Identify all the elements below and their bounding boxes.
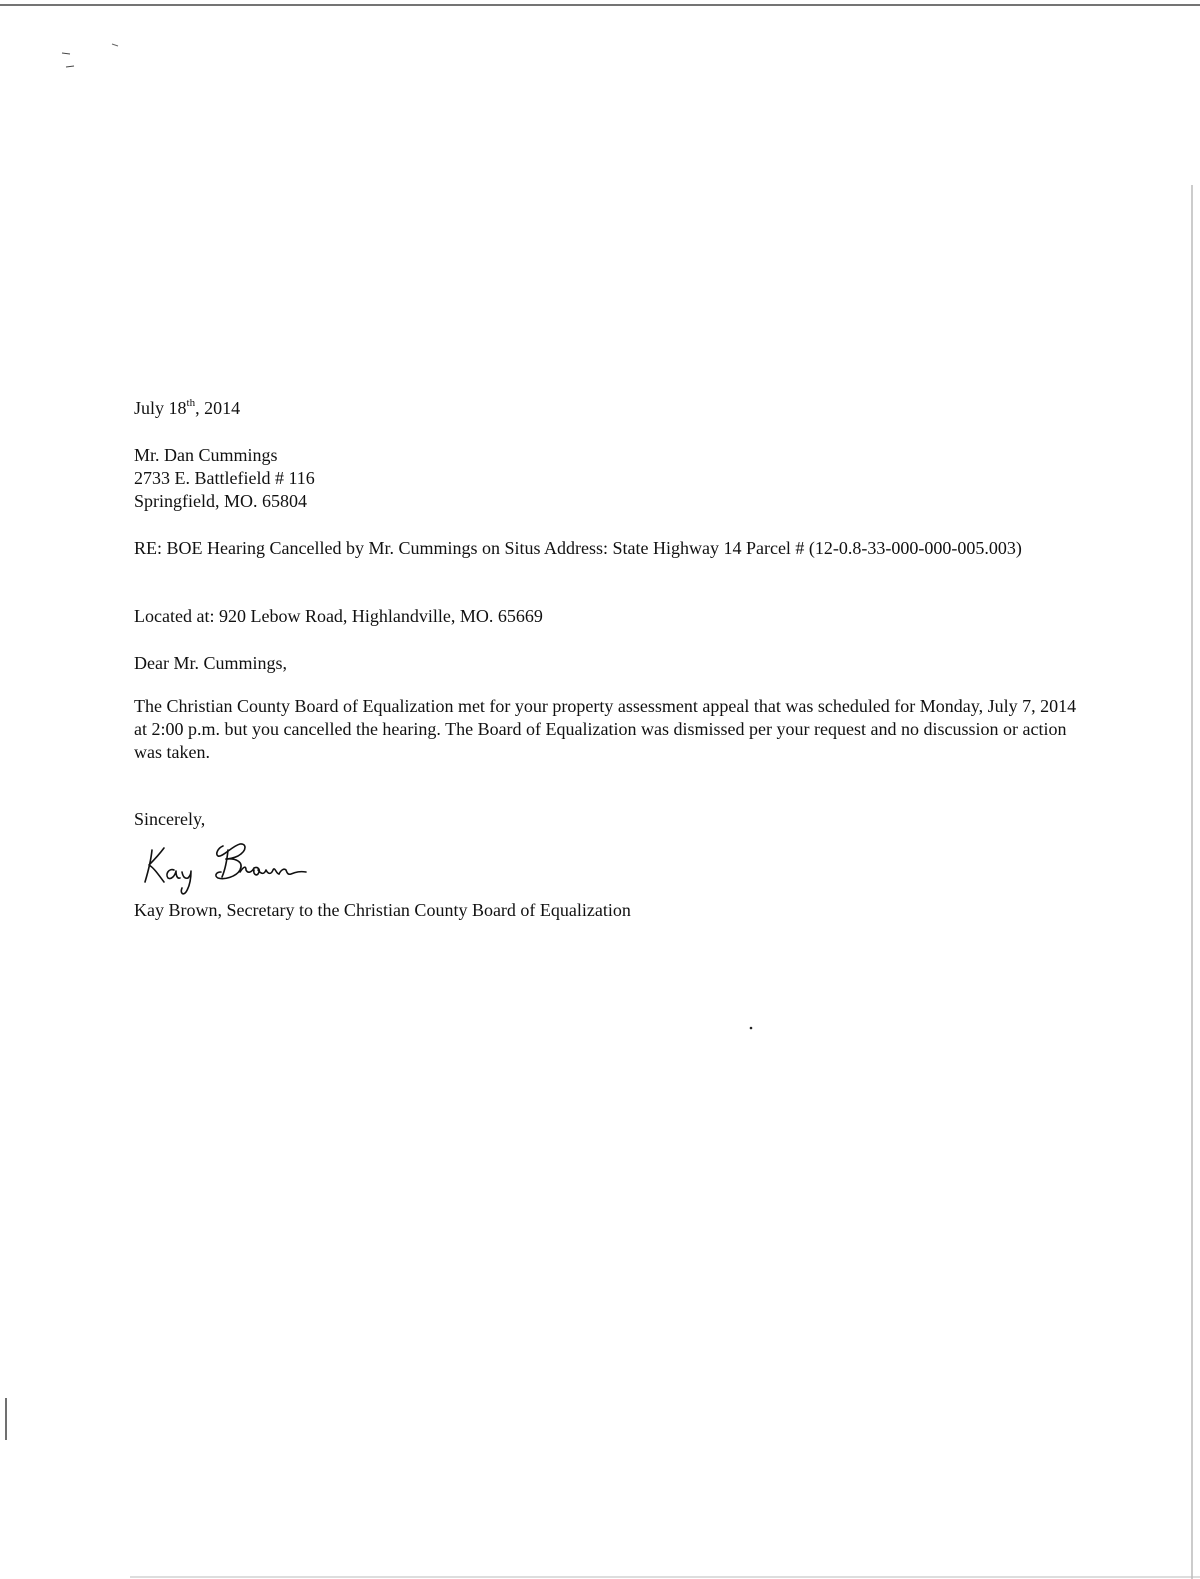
handwritten-signature — [140, 832, 310, 898]
recipient-name: Mr. Dan Cummings — [134, 445, 278, 465]
recipient-street: 2733 E. Battlefield # 116 — [134, 468, 315, 488]
closing: Sincerely, — [134, 809, 206, 829]
subject-line: RE: BOE Hearing Cancelled by Mr. Cummings on Situs Address: State Highway 14 Parcel # (12-0.8-33-000-000-005.003) — [134, 538, 1022, 558]
recipient-city-state-zip: Springfield, MO. 65804 — [134, 491, 307, 511]
letter-date: July 18th, 2014 — [134, 397, 241, 418]
body-paragraph: The Christian County Board of Equalization met for your property assessment appeal that was scheduled for Monday, July 7, 2014 at 2:00 p.m. but you cancelled the hearing. The Board of Equalization was dismissed per your request and no discussion or action was taken. — [134, 696, 1077, 762]
signature-block: Kay Brown, Secretary to the Christian County Board of Equalization — [134, 900, 631, 920]
location-line: Located at: 920 Lebow Road, Highlandville, MO. 65669 — [134, 606, 543, 626]
salutation: Dear Mr. Cummings, — [134, 653, 287, 673]
